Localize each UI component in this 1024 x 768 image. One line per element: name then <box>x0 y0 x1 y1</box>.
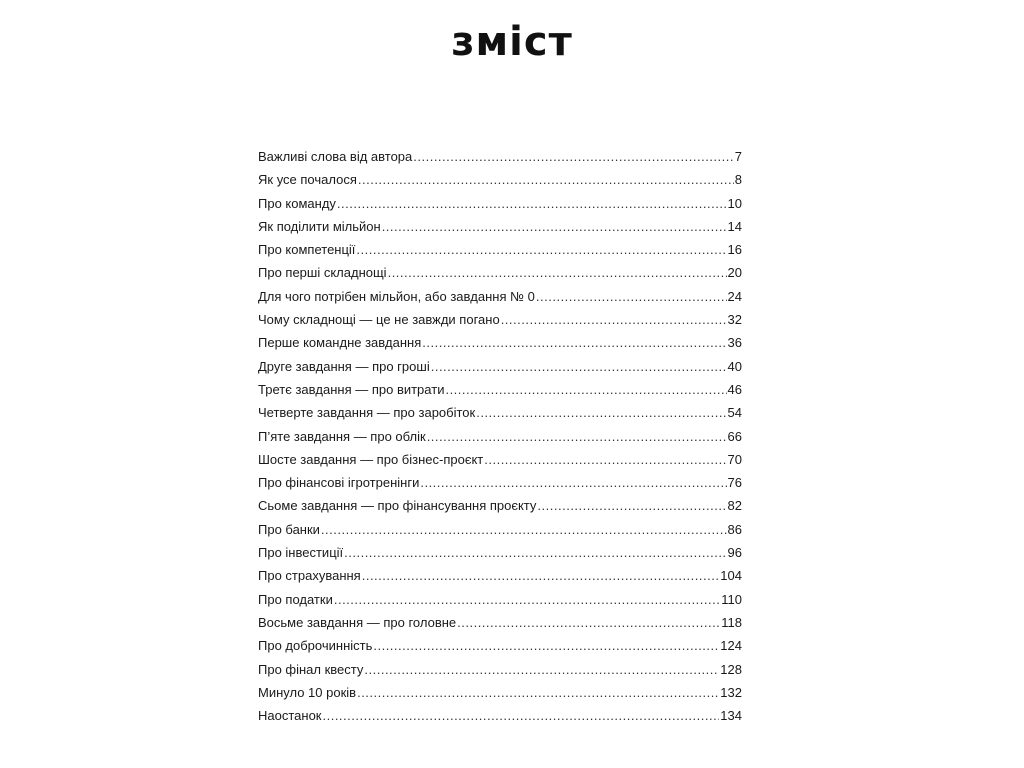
dot-leader <box>337 192 727 215</box>
toc-entry <box>258 681 742 704</box>
dot-leader <box>457 611 720 634</box>
toc-entry-page-number: 82 <box>727 498 742 514</box>
table-of-contents <box>258 145 742 727</box>
toc-entry-title: Шосте завдання — про бізнес-проєкт <box>258 451 484 467</box>
toc-entry-title: Третє завдання — про витрати <box>258 381 445 397</box>
toc-entry <box>258 658 742 681</box>
toc-entry <box>258 401 742 424</box>
toc-entry <box>258 308 742 331</box>
toc-entry <box>258 541 742 564</box>
toc-entry-title: П’яте завдання — про облік <box>258 428 426 444</box>
toc-entry-page-number: 134 <box>720 708 742 724</box>
toc-entry-title: Четверте завдання — про заробіток <box>258 405 476 421</box>
dot-leader <box>413 145 734 168</box>
toc-entry-page-number: 96 <box>727 545 742 561</box>
dot-leader <box>445 378 726 401</box>
toc-entry <box>258 168 742 191</box>
toc-entry <box>258 448 742 471</box>
toc-entry-title: Для чого потрібен мільйон, або завдання № 0 <box>258 288 535 304</box>
dot-leader <box>334 588 720 611</box>
toc-entry-page-number: 24 <box>727 288 742 304</box>
dot-leader <box>420 471 726 494</box>
dot-leader <box>364 658 719 681</box>
dot-leader <box>536 285 727 308</box>
toc-entry-title: Про фінансові ігротренінги <box>258 475 420 491</box>
toc-entry-title: Про фінал квесту <box>258 661 364 677</box>
toc-entry <box>258 425 742 448</box>
toc-entry-page-number: 132 <box>720 684 742 700</box>
toc-entry-page-number: 124 <box>720 638 742 654</box>
toc-entry-page-number: 36 <box>727 335 742 351</box>
toc-entry-page-number: 54 <box>727 405 742 421</box>
toc-entry-page-number: 32 <box>727 312 742 328</box>
toc-entry <box>258 331 742 354</box>
dot-leader <box>537 494 726 517</box>
toc-entry-title: Про податки <box>258 591 333 607</box>
toc-entry <box>258 494 742 517</box>
toc-entry-page-number: 66 <box>727 428 742 444</box>
dot-leader <box>362 564 720 587</box>
toc-entry-page-number: 14 <box>727 218 742 234</box>
toc-entry-page-number: 16 <box>727 242 742 258</box>
toc-entry-page-number: 104 <box>720 568 742 584</box>
toc-entry-title: Друге завдання — про гроші <box>258 358 430 374</box>
toc-entry-page-number: 20 <box>727 265 742 281</box>
toc-entry <box>258 285 742 308</box>
toc-entry-title: Перше командне завдання <box>258 335 422 351</box>
dot-leader <box>501 308 727 331</box>
toc-entry-page-number: 46 <box>727 381 742 397</box>
dot-leader <box>427 425 727 448</box>
toc-entry-title: Сьоме завдання — про фінансування проєкту <box>258 498 537 514</box>
toc-entry-title: Про команду <box>258 195 336 211</box>
dot-leader <box>322 704 719 727</box>
toc-entry <box>258 261 742 284</box>
toc-entry-title: Важливі слова від автора <box>258 149 413 164</box>
toc-entry-title: Як поділити мільйон <box>258 218 381 234</box>
toc-entry <box>258 238 742 261</box>
page-title: зміст <box>451 19 573 65</box>
dot-leader <box>356 238 726 261</box>
toc-entry <box>258 192 742 215</box>
toc-entry-page-number: 76 <box>727 475 742 491</box>
toc-entry-page-number: 118 <box>721 614 742 630</box>
toc-entry <box>258 518 742 541</box>
dot-leader <box>373 634 719 657</box>
toc-entry-page-number: 86 <box>727 521 742 537</box>
toc-entry <box>258 634 742 657</box>
toc-entry-title: Наостанок <box>258 708 322 724</box>
toc-entry <box>258 355 742 378</box>
toc-entry <box>258 145 742 168</box>
toc-entry-page-number: 40 <box>727 358 742 374</box>
toc-entry-page-number: 7 <box>734 149 742 164</box>
dot-leader <box>358 168 734 191</box>
dot-leader <box>422 331 726 354</box>
toc-entry-title: Чому складнощі — це не завжди погано <box>258 312 500 328</box>
dot-leader <box>484 448 726 471</box>
toc-entry-title: Про страхування <box>258 568 361 584</box>
toc-entry <box>258 588 742 611</box>
toc-entry <box>258 471 742 494</box>
toc-entry-page-number: 8 <box>734 172 742 188</box>
toc-entry-page-number: 110 <box>721 591 742 607</box>
toc-entry-title: Як усе почалося <box>258 172 357 188</box>
toc-entry <box>258 704 742 727</box>
dot-leader <box>388 261 727 284</box>
toc-entry-title: Про компетенції <box>258 242 356 258</box>
dot-leader <box>344 541 726 564</box>
dot-leader <box>476 401 726 424</box>
dot-leader <box>431 355 727 378</box>
toc-entry <box>258 215 742 238</box>
toc-entry-page-number: 128 <box>720 661 742 677</box>
dot-leader <box>321 518 727 541</box>
toc-entry-title: Про інвестиції <box>258 545 344 561</box>
toc-entry-title: Минуло 10 років <box>258 684 357 700</box>
toc-entry <box>258 378 742 401</box>
toc-entry <box>258 611 742 634</box>
toc-entry-page-number: 70 <box>727 451 742 467</box>
toc-entry-title: Восьме завдання — про головне <box>258 614 457 630</box>
toc-entry-page-number: 10 <box>727 195 742 211</box>
dot-leader <box>357 681 719 704</box>
toc-entry-title: Про доброчинність <box>258 638 373 654</box>
toc-entry <box>258 564 742 587</box>
toc-entry-title: Про банки <box>258 521 320 537</box>
toc-entry-title: Про перші складнощі <box>258 265 387 281</box>
dot-leader <box>382 215 727 238</box>
